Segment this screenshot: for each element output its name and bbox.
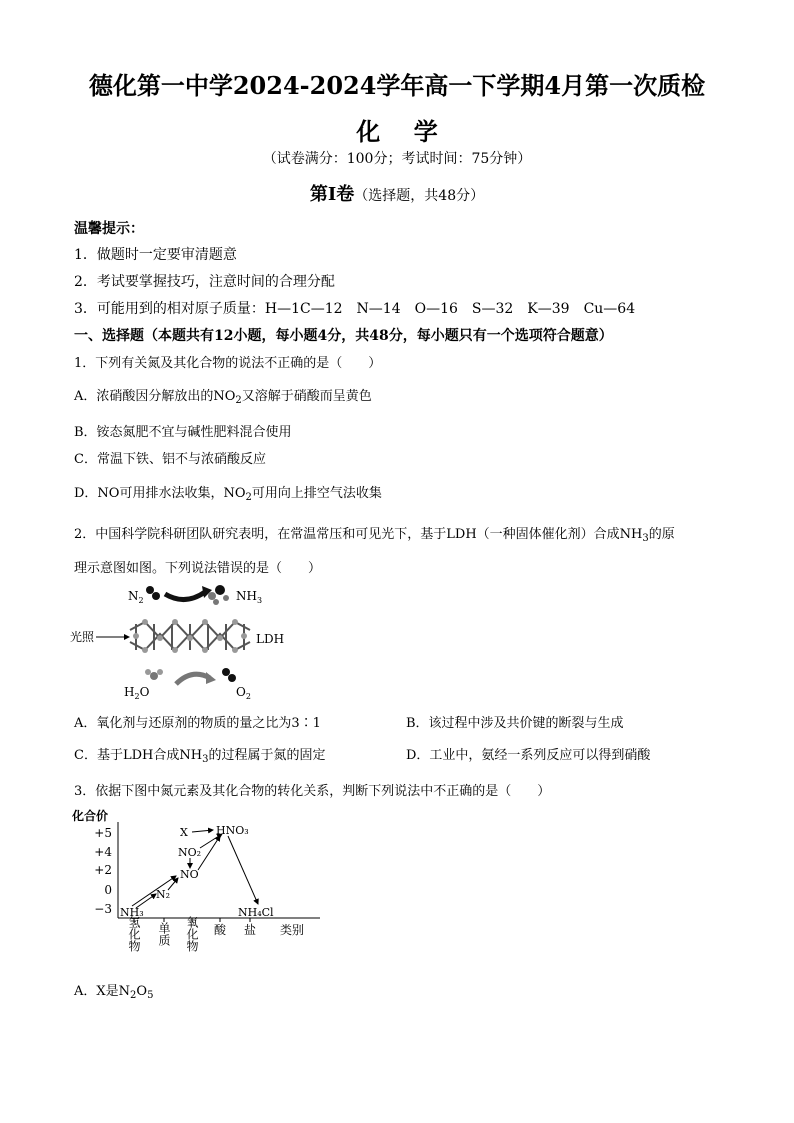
x-category: 单质 <box>157 922 171 946</box>
q1-option-a: A．浓硝酸因分解放出的$NO_2$又溶解于硝酸而呈黄色 <box>74 389 372 406</box>
q1-stem: 1．下列有关氮及其化合物的说法不正确的是（ ） <box>74 356 382 371</box>
exam-title: 德化第一中学2024-2024学年高一下学期4月第一次质检 <box>88 71 706 100</box>
x-category: 酸 <box>213 923 227 937</box>
x-axis-label: 类别 <box>279 923 305 937</box>
species-no: NO <box>180 868 199 881</box>
q2-stem-line2: 理示意图如图。下列说法错误的是（ ） <box>74 561 322 576</box>
q2-option-c: C．基于LDH合成$NH_3$的过程属于氮的固定 <box>74 748 326 765</box>
nh3-atom <box>208 592 216 600</box>
volume-note: （选择题，共48分） <box>354 188 485 204</box>
n2-atom <box>146 586 154 594</box>
n2-atom <box>152 592 160 600</box>
species-n2: N₂ <box>156 888 171 901</box>
light-arrow-head <box>124 634 130 640</box>
arrow-no-hno3 <box>198 836 220 870</box>
tip-3: 3．可能用到的相对原子质量：H—1C—12 N—14 O—16 S—32 K—39 Cu—64 <box>74 301 636 317</box>
volume-label: 第Ⅰ卷 <box>309 184 355 205</box>
exam-info: （试卷满分：100分；考试时间：75分钟） <box>262 151 532 167</box>
arrow-n2-no <box>168 878 178 890</box>
species-hno3: HNO₃ <box>216 824 249 837</box>
ldh-diagram <box>70 580 300 705</box>
q1-option-c: C．常温下铁、铝不与浓硝酸反应 <box>74 452 266 467</box>
q2-option-d: D．工业中，氨经一系列反应可以得到硝酸 <box>406 748 651 763</box>
arrow-no2-hno3 <box>200 834 222 848</box>
o2-atom <box>222 668 230 676</box>
q2-option-a: A．氧化剂与还原剂的物质的量之比为3∶1 <box>74 716 321 731</box>
nh3-label: $NH_3$ <box>236 589 263 605</box>
h2o-label: $H_2O$ <box>124 685 150 701</box>
curved-arrow <box>165 592 205 600</box>
h2o-atom <box>157 669 163 675</box>
nh3-atom <box>223 595 229 601</box>
o2-atom <box>228 674 236 682</box>
nitrogen-valence-diagram <box>70 806 330 966</box>
curved-arrow-lower <box>176 674 210 684</box>
q3-option-a: A．X是$N_2O_5$ <box>74 984 154 1001</box>
tip-2: 2．考试要掌握技巧，注意时间的合理分配 <box>74 274 335 290</box>
arrow-x-hno3 <box>192 830 213 832</box>
q1-option-d: D．NO可用排水法收集，$NO_2$可用向上排空气法收集 <box>74 486 382 503</box>
y-tick: −3 <box>94 902 112 916</box>
h2o-atom <box>150 672 158 680</box>
tip-1: 1．做题时一定要审清题意 <box>74 247 237 263</box>
arrow-head-lower <box>206 672 216 684</box>
x-category: 盐 <box>243 923 257 937</box>
ldh-label: LDH <box>256 632 285 646</box>
light-label: 光照 <box>70 630 95 644</box>
y-tick: +5 <box>94 826 112 840</box>
o2-label: $O_2$ <box>236 685 251 701</box>
subject-title: 化 学 <box>356 117 438 146</box>
species-nh3: NH₃ <box>120 906 144 919</box>
nh3-atom <box>213 599 219 605</box>
y-tick: +4 <box>94 845 112 859</box>
x-category: 氧化物 <box>185 916 199 952</box>
section-heading: 一、选择题（本题共有12小题，每小题4分，共48分，每小题只有一个选项符合题意） <box>74 328 613 344</box>
h2o-atom <box>145 669 151 675</box>
species-x: X <box>180 826 188 839</box>
q2-option-b: B．该过程中涉及共价键的断裂与生成 <box>406 716 624 731</box>
nh3-atom <box>215 585 225 595</box>
y-tick: +2 <box>94 863 112 877</box>
arrow-hno3-nh4cl <box>228 836 258 904</box>
y-axis-label: 化合价 <box>72 809 109 823</box>
volume-heading <box>0 180 794 206</box>
q3-stem: 3．依据下图中氮元素及其化合物的转化关系，判断下列说法中不正确的是（ ） <box>74 784 551 799</box>
y-tick: 0 <box>104 883 112 897</box>
n2-label: $N_2$ <box>128 589 144 605</box>
tips-heading: 温馨提示： <box>74 221 144 237</box>
q1-option-b: B．铵态氮肥不宜与碱性肥料混合使用 <box>74 425 292 440</box>
species-nh4cl: NH₄Cl <box>238 906 274 919</box>
species-no2: NO₂ <box>178 846 202 859</box>
q2-stem: 2．中国科学院科研团队研究表明，在常温常压和可见光下，基于LDH（一种固体催化剂）合成$NH_3$的原 <box>74 527 675 544</box>
x-category: 氢化物 <box>127 916 141 952</box>
